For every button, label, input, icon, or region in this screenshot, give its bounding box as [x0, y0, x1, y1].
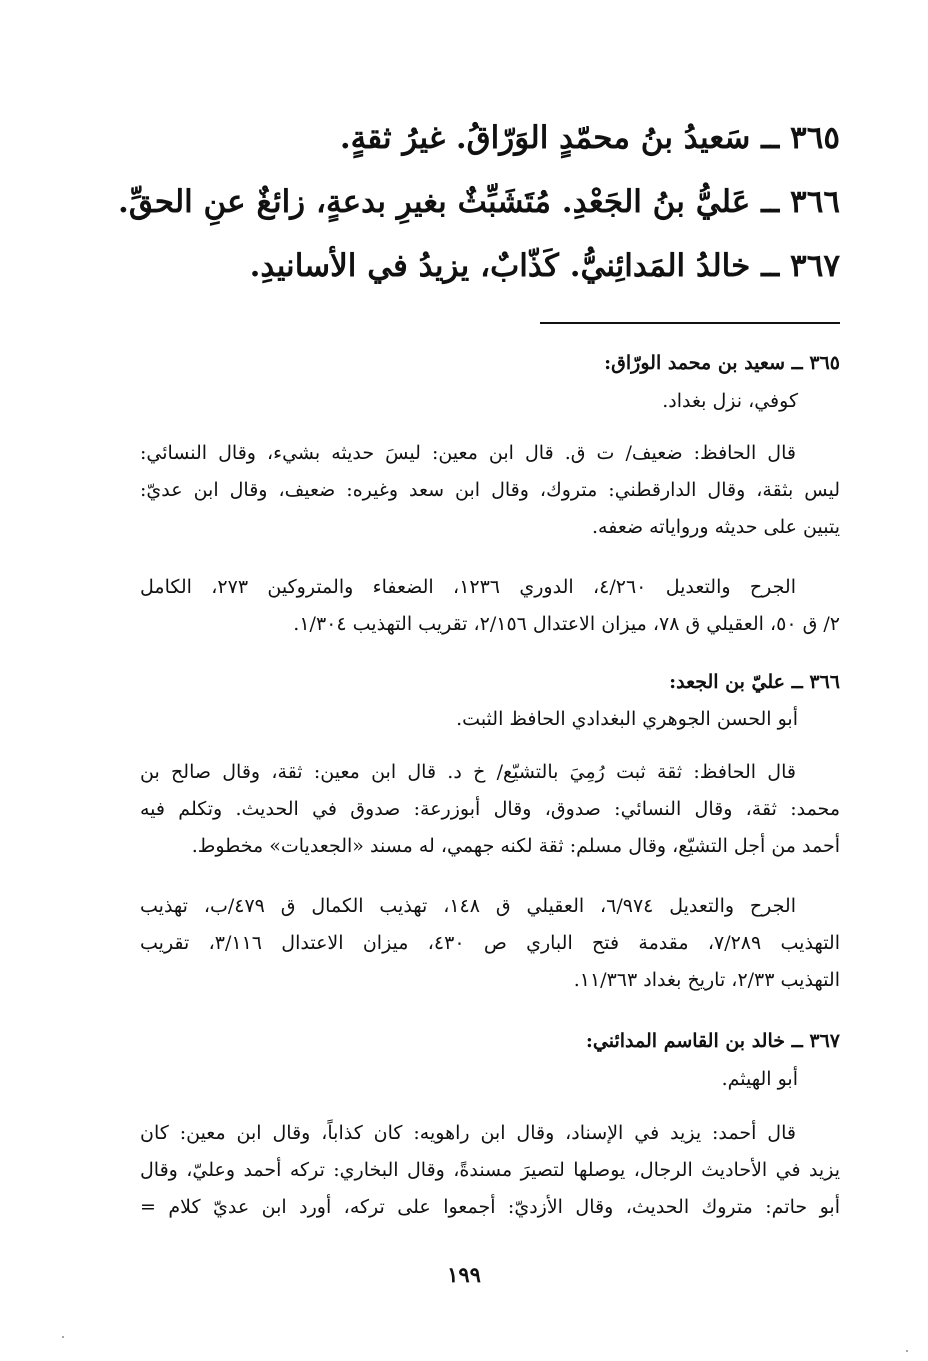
footnote-366-paragraph-1	[140, 754, 840, 865]
footnote-367-paragraph-1	[140, 1115, 840, 1226]
text-line: أبو حاتم: متروك الحديث، وقال الأزديّ: أجمعوا على تركه، أورد ابن عديّ كلام =	[140, 1196, 840, 1218]
text-line: الجرح والتعديل ٤/٢٦٠، الدوري ١٢٣٦، الضعفاء والمتروكين ٢٧٣، الكامل	[140, 576, 796, 598]
text-line: ٢/ ق ٥٠، العقيلي ق ٧٨، ميزان الاعتدال ٢/١٥٦، تقريب التهذيب ١/٣٠٤.	[293, 613, 840, 635]
main-entry-366: ٣٦٦ ــ عَليُّ بنُ الجَعْدِ. مُتَشَبِّثٌ بغيرِ بدعةٍ، زائغٌ عنِ الحقِّ.	[118, 184, 840, 220]
footnote-367-heading: ٣٦٧ ــ خالد بن القاسم المدائني:	[585, 1030, 840, 1052]
main-entry-365: ٣٦٥ ــ سَعيدُ بنُ محمّدٍ الوَرّاقُ. غيرُ ثقةٍ.	[339, 120, 840, 156]
text-line: الجرح والتعديل ٦/٩٧٤، العقيلي ق ١٤٨، تهذيب الكمال ق ٤٧٩/ب، تهذيب	[140, 895, 796, 917]
footnote-365-paragraph-2	[140, 569, 840, 643]
scan-speck	[906, 1350, 908, 1352]
text-line: التهذيب ٧/٢٨٩، مقدمة فتح الباري ص ٤٣٠، ميزان الاعتدال ٣/١١٦، تقريب	[140, 932, 840, 954]
footnote-365-subtitle: كوفي، نزل بغداد.	[662, 390, 798, 412]
footnote-367-subtitle: أبو الهيثم.	[721, 1068, 798, 1090]
footnote-366-paragraph-2	[140, 888, 840, 999]
text-line: ليس بثقة، وقال الدارقطني: متروك، وقال ابن سعد وغيره: ضعيف، وقال ابن عديّ:	[140, 479, 840, 501]
footnote-365-heading: ٣٦٥ ــ سعيد بن محمد الورّاق:	[604, 352, 840, 374]
footnote-366-heading: ٣٦٦ ــ عليّ بن الجعد:	[669, 671, 840, 693]
footnote-365-paragraph-1	[140, 435, 840, 546]
text-line: أحمد من أجل التشيّع، وقال مسلم: ثقة لكنه جهمي، له مسند «الجعديات» مخطوط.	[191, 835, 840, 857]
page-number: ١٩٩	[447, 1262, 481, 1287]
text-line: قال الحافظ: ثقة ثبت رُمِيَ بالتشيّع/ خ د. قال ابن معين: ثقة، وقال صالح بن	[140, 761, 796, 783]
text-line: قال أحمد: يزيد في الإسناد، وقال ابن راهويه: كان كذاباً، وقال ابن معين: كان	[140, 1122, 796, 1144]
text-line: التهذيب ٢/٣٣، تاريخ بغداد ١١/٣٦٣.	[573, 969, 840, 991]
text-line: محمد: ثقة، وقال النسائي: صدوق، وقال أبوزرعة: صدوق في الحديث. وتكلم فيه	[140, 798, 840, 820]
scan-speck	[62, 1336, 64, 1338]
text-line: قال الحافظ: ضعيف/ ت ق. قال ابن معين: ليسَ حديثه بشيء، وقال النسائي:	[140, 442, 796, 464]
text-line: يتبين على حديثه ورواياته ضعفه.	[592, 516, 840, 538]
footnote-divider	[540, 322, 840, 324]
footnote-366-subtitle: أبو الحسن الجوهري البغدادي الحافظ الثبت.	[456, 708, 798, 730]
text-line: يزيد في الأحاديث الرجال، يوصلها لتصيرَ مسندةً، وقال البخاري: تركه أحمد وعليّ، وقال	[140, 1159, 840, 1181]
main-entry-367: ٣٦٧ ــ خالدُ المَدائِنيُّ. كَذّابٌ، يزيدُ في الأسانيدِ.	[249, 248, 840, 284]
